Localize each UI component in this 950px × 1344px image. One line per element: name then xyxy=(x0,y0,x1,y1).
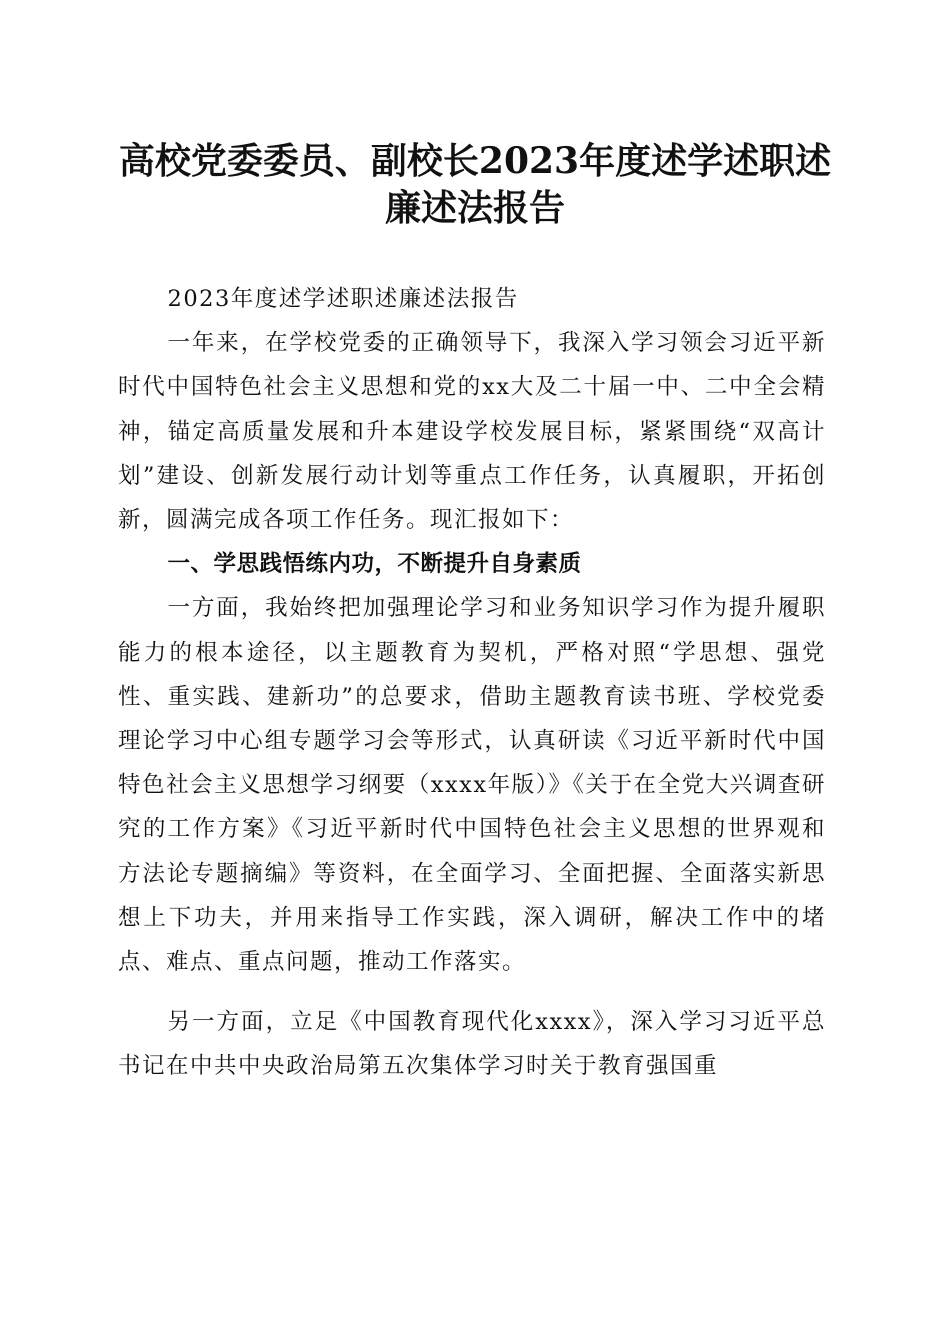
document-body xyxy=(118,277,826,1089)
intro-paragraph: 一年来，在学校党委的正确领导下，我深入学习领会习近平新时代中国特色社会主义思想和党的xx大及二十届一中、二中全会精神，锚定高质量发展和升本建设学校发展目标，紧紧围绕“双高计划”建设、创新发展行动计划等重点工作任务，认真履职，开拓创新，圆满完成各项工作任务。现汇报如下： xyxy=(118,330,826,534)
body-paragraph-2: 另一方面，立足《中国教育现代化xxxx》，深入学习习近平总书记在中共中央政治局第五次集体学习时关于教育强国重 xyxy=(118,1009,826,1080)
document-title-line-2: 廉述法报告 xyxy=(384,187,565,229)
body-paragraph-1: 一方面，我始终把加强理论学习和业务知识学习作为提升履职能力的根本途径，以主题教育为契机，严格对照“学思想、强党性、重实践、建新功”的总要求，借助主题教育读书班、学校党委理论学习中心组专题学习会等形式，认真研读《习近平新时代中国特色社会主义思想学习纲要（xxxx年版）》《关于在全党大兴调查研究的工作方案》《习近平新时代中国特色社会主义思想的世界观和方法论专题摘编》等资料，在全面学习、全面把握、全面落实新思想上下功夫，并用来指导工作实践，深入调研，解决工作中的堵点、难点、重点问题，推动工作落实。 xyxy=(118,595,826,976)
section-heading-1: 一、学思践悟练内功，不断提升自身素质 xyxy=(167,551,582,578)
report-subtitle: 2023年度述学述职述廉述法报告 xyxy=(167,286,519,312)
document-title-line-1: 高校党委委员、副校长2023年度述学述职述 xyxy=(118,140,832,182)
